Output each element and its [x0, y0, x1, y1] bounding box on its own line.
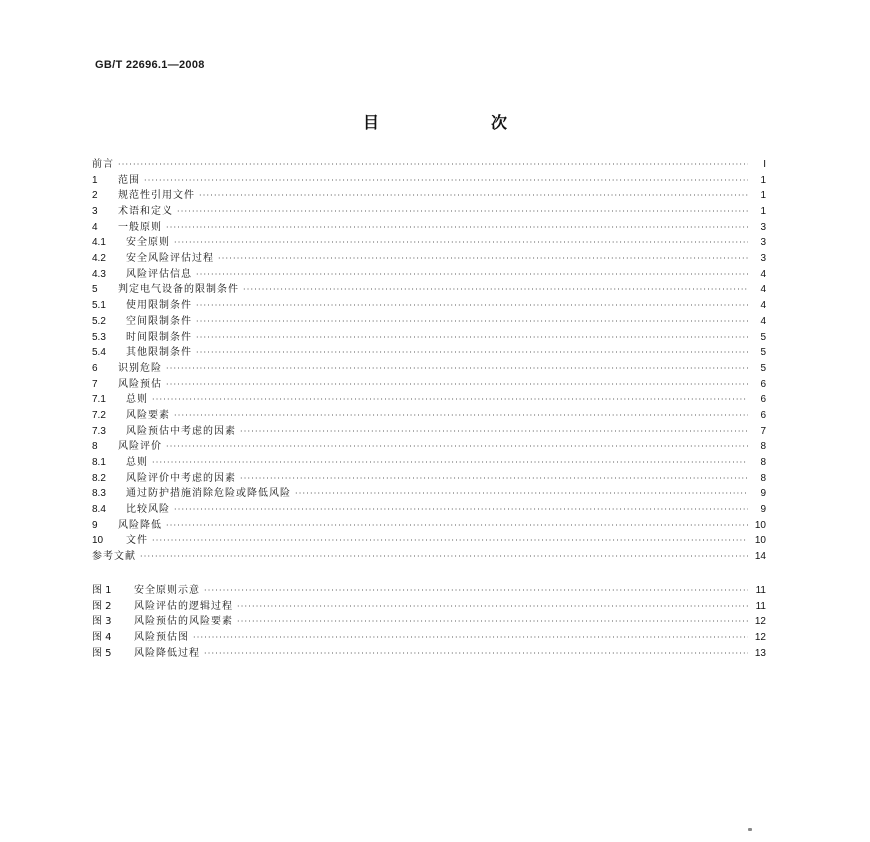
dot-leader [240, 471, 748, 487]
toc-entry-page: 6 [760, 409, 766, 421]
toc-entry-number: 5 [92, 284, 98, 296]
toc-entry-page: 4 [760, 284, 766, 296]
toc-entry-page: 3 [760, 221, 766, 233]
dot-leader [140, 549, 748, 565]
toc-entry[interactable] [92, 235, 766, 251]
scan-artifact [748, 828, 752, 831]
toc-entry[interactable] [92, 204, 766, 220]
toc-entry[interactable] [92, 220, 766, 236]
figure-page: 11 [755, 600, 766, 612]
figure-entry[interactable] [92, 646, 766, 662]
dot-leader [118, 157, 748, 173]
figure-number: 图 1 [92, 584, 112, 596]
dot-leader [174, 502, 748, 518]
toc-entry[interactable] [92, 361, 766, 377]
toc-entry-page: 3 [760, 253, 766, 265]
toc-entry[interactable] [92, 408, 766, 424]
toc-entry-label: 使用限制条件 [126, 300, 192, 312]
toc-entry-bibliography[interactable] [92, 549, 766, 565]
dot-leader [144, 173, 748, 189]
toc-entry-number: 1 [92, 174, 98, 186]
toc-entry[interactable] [92, 518, 766, 534]
toc-entry-label: 安全风险评估过程 [126, 253, 214, 265]
toc-entry-number: 5.4 [92, 347, 106, 359]
toc-entry-page: 5 [760, 331, 766, 343]
figure-page: 13 [754, 647, 766, 659]
toc-entry[interactable] [92, 502, 766, 518]
toc-entry-number: 5.1 [92, 300, 106, 312]
toc-entry[interactable] [92, 345, 766, 361]
toc-entry-page: 9 [760, 488, 766, 500]
toc-entry[interactable] [92, 471, 766, 487]
figure-label: 风险预估图 [134, 631, 189, 643]
toc-entry-label: 其他限制条件 [126, 347, 192, 359]
toc-entry-number: 2 [92, 190, 98, 202]
page-title: 目 次 [362, 113, 555, 132]
toc-entry[interactable] [92, 377, 766, 393]
dot-leader [152, 392, 748, 408]
dot-leader [240, 424, 748, 440]
toc-entry-label: 总则 [126, 457, 148, 469]
toc-entry-page: 8 [760, 441, 766, 453]
standard-code: GB/T 22696.1—2008 [95, 59, 205, 71]
toc-entry[interactable] [92, 424, 766, 440]
dot-leader [166, 439, 748, 455]
toc-entry-label: 安全原则 [126, 237, 170, 249]
dot-leader [166, 377, 748, 393]
section-spacer [92, 565, 766, 583]
figure-page: 12 [754, 616, 766, 628]
toc-entry-label: 识别危险 [118, 362, 162, 374]
dot-leader [295, 486, 748, 502]
figure-entry[interactable] [92, 583, 766, 599]
toc-entry-label: 一般原则 [118, 221, 162, 233]
toc-entry[interactable] [92, 188, 766, 204]
toc-entry-label: 判定电气设备的限制条件 [118, 284, 239, 296]
toc-entry-number: 8 [92, 441, 98, 453]
dot-leader [196, 298, 748, 314]
dot-leader [196, 345, 748, 361]
toc-entry-label: 风险降低 [118, 519, 162, 531]
dot-leader [196, 330, 748, 346]
figure-page: 12 [754, 631, 766, 643]
dot-leader [199, 188, 748, 204]
toc-entry-number: 5.3 [92, 331, 106, 343]
toc-entry[interactable] [92, 534, 766, 550]
toc-entry-page: 4 [760, 315, 766, 327]
dot-leader [218, 251, 748, 267]
dot-leader [177, 204, 748, 220]
toc-entry-label: 风险预估中考虑的因素 [126, 425, 236, 437]
toc-entry[interactable] [92, 251, 766, 267]
toc-entry-label: 空间限制条件 [126, 315, 192, 327]
toc-entry[interactable] [92, 283, 766, 299]
toc-entry-page: 8 [760, 457, 766, 469]
figure-number: 图 3 [92, 616, 112, 628]
dot-leader [166, 361, 748, 377]
dot-leader [193, 630, 748, 646]
toc-entry-label: 规范性引用文件 [118, 190, 195, 202]
toc-entry-page: 10 [754, 519, 766, 531]
toc-entry-label: 风险评估信息 [126, 268, 192, 280]
toc-entry-number: 4.1 [92, 237, 106, 249]
toc-entry-number: 8.3 [92, 488, 106, 500]
figure-number: 图 2 [92, 600, 112, 612]
figure-label: 风险预估的风险要素 [134, 616, 233, 628]
toc-entry-page: 3 [760, 237, 766, 249]
toc-entry-page: 4 [760, 268, 766, 280]
figure-number: 图 4 [92, 631, 112, 643]
toc-entry-page: 14 [754, 551, 766, 563]
toc-entry-page: 5 [760, 347, 766, 359]
toc-entry-number: 4.2 [92, 253, 106, 265]
dot-leader [196, 267, 748, 283]
toc-entry[interactable] [92, 173, 766, 189]
toc-entry-page: 1 [760, 174, 766, 186]
dot-leader [237, 614, 748, 630]
toc-entry-label: 风险要素 [126, 409, 170, 421]
figure-entry[interactable] [92, 630, 766, 646]
table-of-contents [92, 157, 766, 661]
figure-label: 风险评估的逻辑过程 [134, 600, 233, 612]
toc-entry-label: 通过防护措施消除危险或降低风险 [126, 488, 291, 500]
toc-entry-page: 8 [760, 472, 766, 484]
dot-leader [174, 235, 748, 251]
toc-entry-number: 10 [92, 535, 104, 547]
dot-leader [204, 646, 748, 662]
toc-entry-page: I [763, 158, 766, 170]
toc-entry-label: 风险评价中考虑的因素 [126, 472, 236, 484]
toc-entry-label: 参考文献 [92, 551, 136, 563]
toc-entry-number: 9 [92, 519, 98, 531]
toc-entry-label: 比较风险 [126, 504, 170, 516]
dot-leader [243, 282, 748, 298]
toc-entry-page: 6 [760, 378, 766, 390]
dot-leader [166, 518, 748, 534]
toc-entry-label: 前言 [92, 158, 114, 170]
toc-entry-label: 总则 [126, 394, 148, 406]
toc-entry[interactable] [92, 439, 766, 455]
toc-entry-number: 3 [92, 206, 98, 218]
toc-entry[interactable] [92, 392, 766, 408]
toc-entry-page: 9 [760, 504, 766, 516]
figure-label: 风险降低过程 [134, 647, 200, 659]
dot-leader [166, 220, 748, 236]
toc-entry[interactable] [92, 298, 766, 314]
toc-entry-number: 7.2 [92, 409, 106, 421]
dot-leader [174, 408, 748, 424]
toc-entry-number: 7.1 [92, 394, 106, 406]
toc-entry[interactable] [92, 267, 766, 283]
toc-entry-number: 6 [92, 362, 98, 374]
toc-entry-page: 10 [754, 535, 766, 547]
toc-entry-page: 1 [760, 190, 766, 202]
dot-leader [152, 533, 748, 549]
toc-entry-number: 4 [92, 221, 98, 233]
dot-leader [196, 314, 748, 330]
toc-entry-number: 7 [92, 378, 98, 390]
toc-entry-number: 7.3 [92, 425, 106, 437]
toc-entry-number: 8.1 [92, 457, 106, 469]
toc-entry[interactable] [92, 486, 766, 502]
toc-entry[interactable] [92, 314, 766, 330]
toc-entry-label: 风险预估 [118, 378, 162, 390]
toc-entry[interactable] [92, 330, 766, 346]
toc-entry-label: 风险评价 [118, 441, 162, 453]
figure-entry[interactable] [92, 599, 766, 615]
toc-entry-page: 6 [760, 394, 766, 406]
toc-entry-page: 1 [760, 206, 766, 218]
figure-number: 图 5 [92, 647, 112, 659]
toc-entry-number: 5.2 [92, 315, 106, 327]
toc-entry-label: 时间限制条件 [126, 331, 192, 343]
toc-entry-label: 文件 [126, 535, 148, 547]
toc-entry-number: 8.2 [92, 472, 106, 484]
toc-entry-page: 7 [760, 425, 766, 437]
figure-label: 安全原则示意 [134, 584, 200, 596]
toc-entry-number: 4.3 [92, 268, 106, 280]
dot-leader [152, 455, 748, 471]
toc-entry-page: 4 [760, 300, 766, 312]
toc-entry-label: 范围 [118, 174, 140, 186]
dot-leader [204, 583, 748, 599]
dot-leader [237, 599, 748, 615]
toc-entry-label: 术语和定义 [118, 206, 173, 218]
toc-entry-page: 5 [760, 362, 766, 374]
figure-entry[interactable] [92, 614, 766, 630]
toc-entry-foreword[interactable] [92, 157, 766, 173]
toc-entry-number: 8.4 [92, 504, 106, 516]
toc-entry[interactable] [92, 455, 766, 471]
figure-page: 11 [755, 584, 766, 596]
